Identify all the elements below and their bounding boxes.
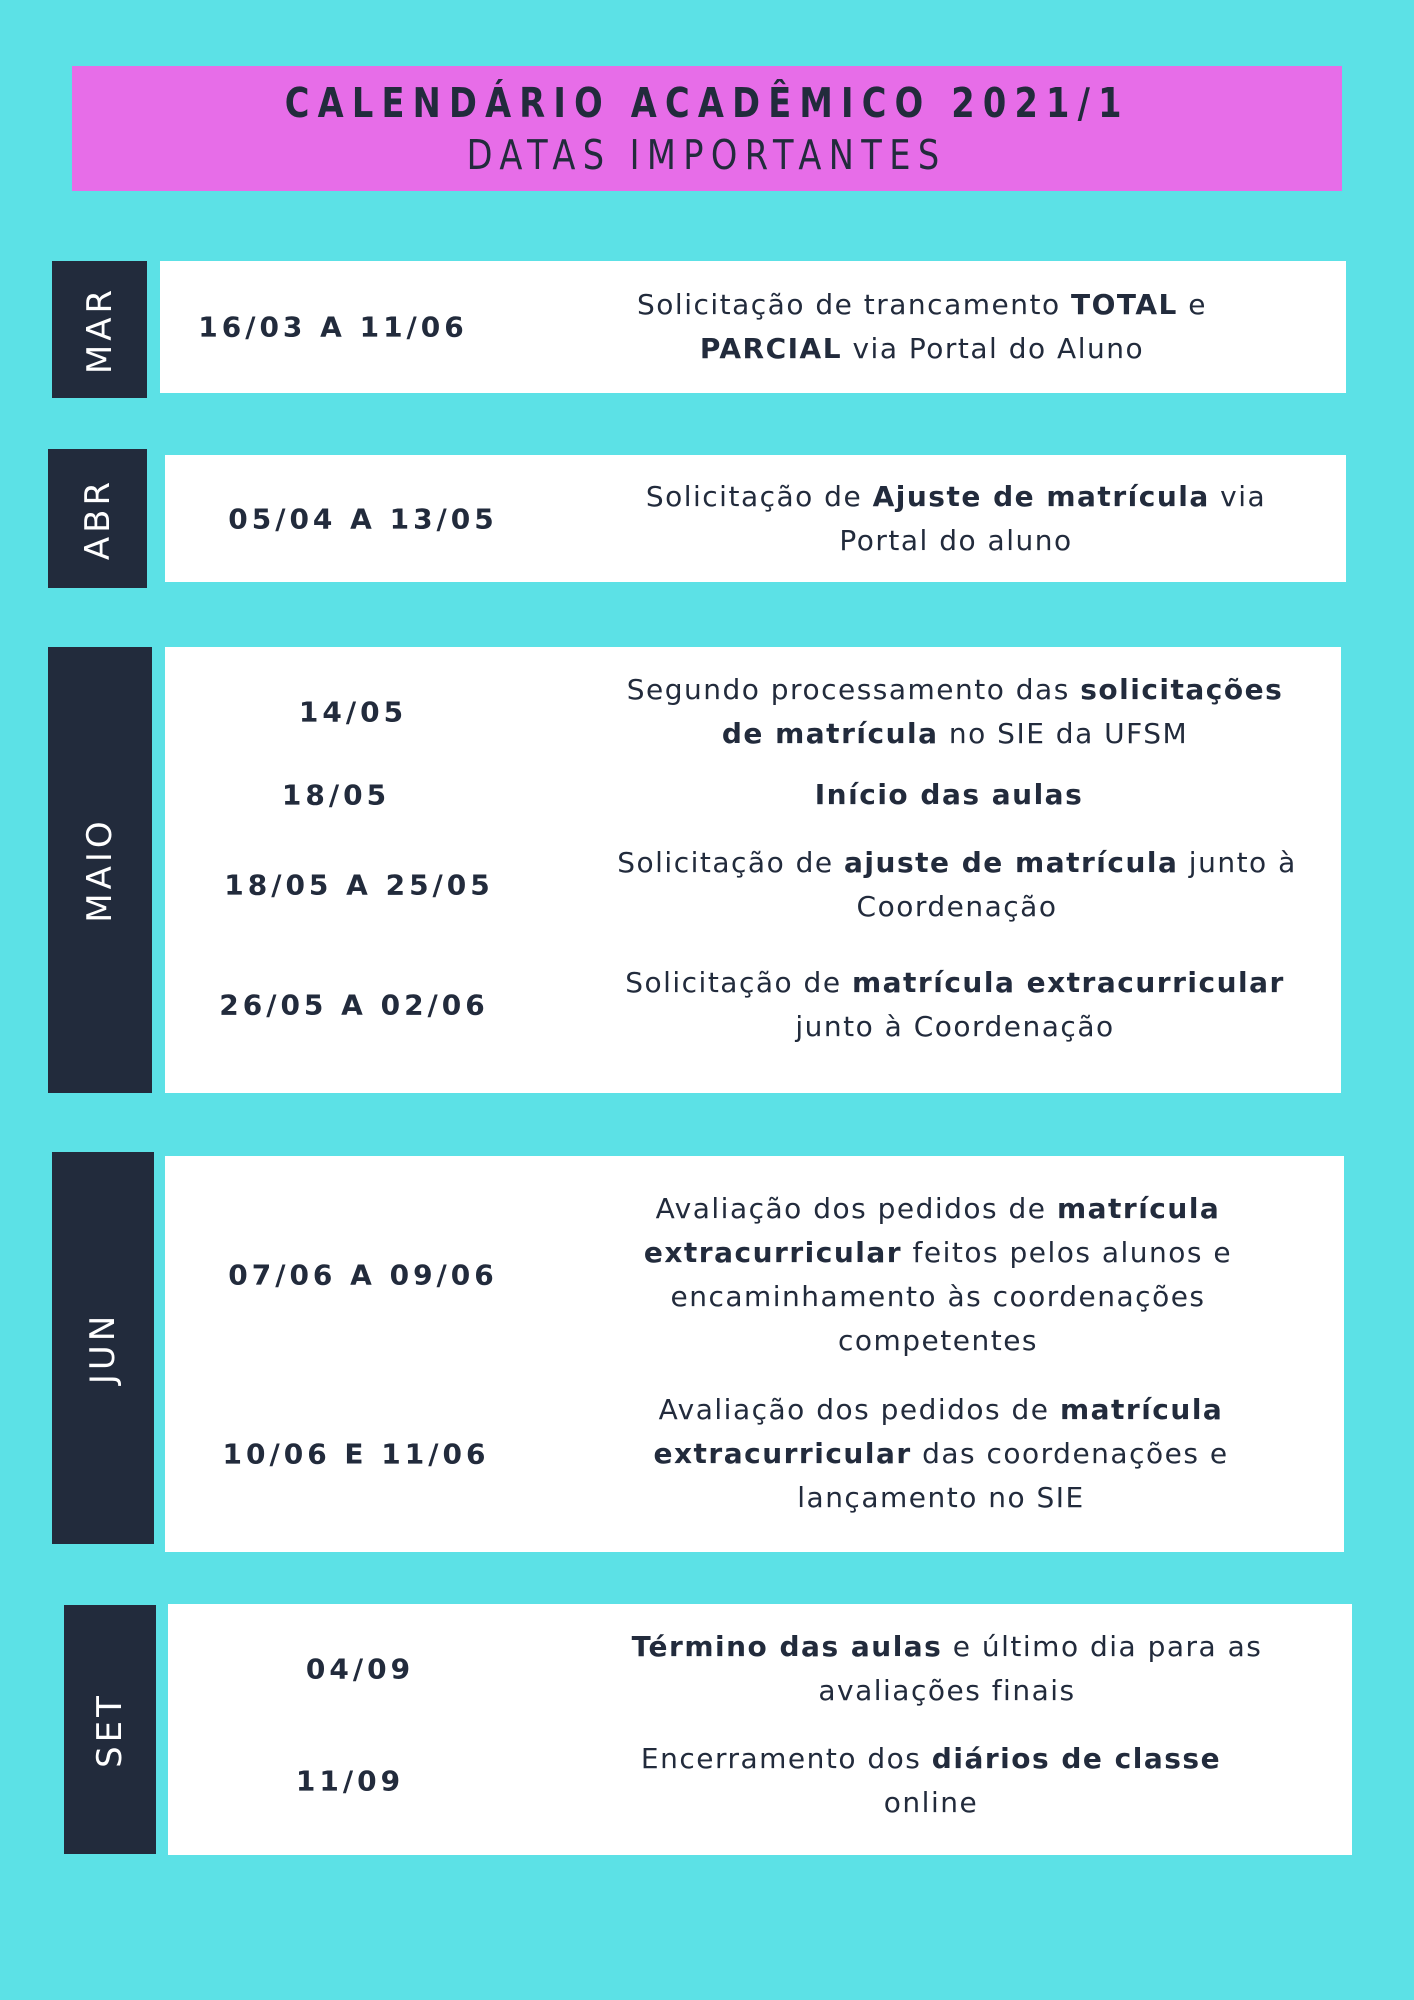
description-run: e [1177, 288, 1207, 321]
event-date: 26/05 A 02/06 [219, 988, 489, 1021]
description-run: das coordenações e [911, 1437, 1229, 1470]
event-description [571, 1388, 1311, 1520]
description-run: Término das aulas [631, 1630, 943, 1663]
description-run: Solicitação de [617, 846, 845, 879]
event-row [160, 261, 1346, 393]
month-card-abr [165, 455, 1346, 582]
description-run: Solicitação de [625, 965, 852, 999]
event-description [596, 475, 1316, 563]
description-run: solicitações [1080, 673, 1284, 706]
description-run: lançamento no SIE [797, 1481, 1085, 1514]
description-run: Solicitação de [645, 479, 873, 513]
description-run: Avaliação dos pedidos de [658, 1393, 1060, 1426]
event-description [572, 283, 1272, 371]
event-row [165, 455, 1346, 582]
month-label: MAR [79, 285, 120, 374]
description-run: encaminhamento às coordenações [670, 1280, 1206, 1313]
event-row [168, 1726, 1352, 1836]
page-subtitle: DATAS IMPORTANTES [467, 130, 947, 179]
description-run: junto à Coordenação [795, 1009, 1115, 1043]
month-label: MAIO [80, 817, 120, 923]
month-card-maio [165, 647, 1341, 1093]
event-row [165, 830, 1341, 940]
event-date: 07/06 A 09/06 [228, 1258, 498, 1292]
description-run: Início das aulas [814, 778, 1084, 811]
description-run: de matrícula [721, 717, 939, 750]
event-date: 16/03 A 11/06 [198, 310, 468, 344]
page-header [72, 66, 1342, 191]
description-run: Coordenação [856, 890, 1058, 923]
event-description [568, 1187, 1308, 1363]
description-run: extracurricular [643, 1236, 903, 1269]
month-card-jun [165, 1156, 1344, 1552]
month-tab-abr [48, 449, 147, 588]
description-run: feitos pelos alunos e [902, 1236, 1233, 1269]
event-description [575, 668, 1335, 756]
description-run: junto à [1178, 846, 1297, 879]
event-description [551, 1737, 1311, 1825]
event-row [165, 760, 1341, 830]
month-tab-set [64, 1605, 156, 1854]
description-run: TOTAL [1070, 288, 1178, 321]
description-run: extracurricular [653, 1437, 912, 1470]
month-tab-jun [52, 1152, 154, 1544]
description-run: PARCIAL [699, 332, 843, 365]
description-run: via [1209, 479, 1267, 513]
event-date: 04/09 [305, 1652, 415, 1686]
description-run: Avaliação dos pedidos de [655, 1192, 1057, 1225]
event-row [165, 1181, 1344, 1369]
description-run: no SIE da UFSM [938, 717, 1189, 750]
event-row [165, 947, 1341, 1062]
page-title: CALENDÁRIO ACADÊMICO 2021/1 [284, 78, 1130, 127]
description-run: matrícula [1056, 1192, 1221, 1225]
month-tab-maio [48, 647, 152, 1093]
event-date: 10/06 E 11/06 [222, 1437, 490, 1471]
description-run: via Portal do Aluno [842, 332, 1145, 365]
month-card-mar [160, 261, 1346, 393]
event-row [165, 667, 1341, 757]
event-row [165, 1378, 1344, 1530]
event-description [575, 961, 1335, 1049]
month-card-set [168, 1604, 1352, 1855]
month-tab-mar [52, 261, 147, 398]
description-run: Portal do aluno [839, 523, 1073, 557]
description-run: e último dia para as [942, 1630, 1263, 1663]
description-run: competentes [837, 1324, 1039, 1357]
event-row [168, 1614, 1352, 1724]
description-run: online [883, 1786, 979, 1819]
event-description [577, 841, 1337, 929]
event-date: 11/09 [295, 1764, 405, 1798]
description-run: Segundo processamento das [626, 673, 1081, 706]
event-description [599, 773, 1299, 817]
month-label: SET [90, 1691, 130, 1768]
description-run: Ajuste de matrícula [872, 479, 1210, 513]
description-run: matrícula [1059, 1393, 1224, 1426]
description-run: avaliações finais [818, 1674, 1076, 1707]
event-date: 18/05 [281, 778, 391, 812]
description-run: Encerramento dos [640, 1742, 932, 1775]
event-date: 05/04 A 13/05 [228, 502, 498, 535]
event-description [567, 1625, 1327, 1713]
description-run: Solicitação de trancamento [637, 288, 1071, 321]
event-date: 14/05 [298, 695, 408, 729]
month-label: JUN [83, 1311, 123, 1385]
event-date: 18/05 A 25/05 [224, 868, 494, 902]
description-run: ajuste de matrícula [844, 846, 1179, 879]
description-run: diários de classe [931, 1742, 1222, 1775]
description-run: matrícula extracurricular [851, 965, 1285, 999]
month-label: ABR [77, 477, 118, 560]
